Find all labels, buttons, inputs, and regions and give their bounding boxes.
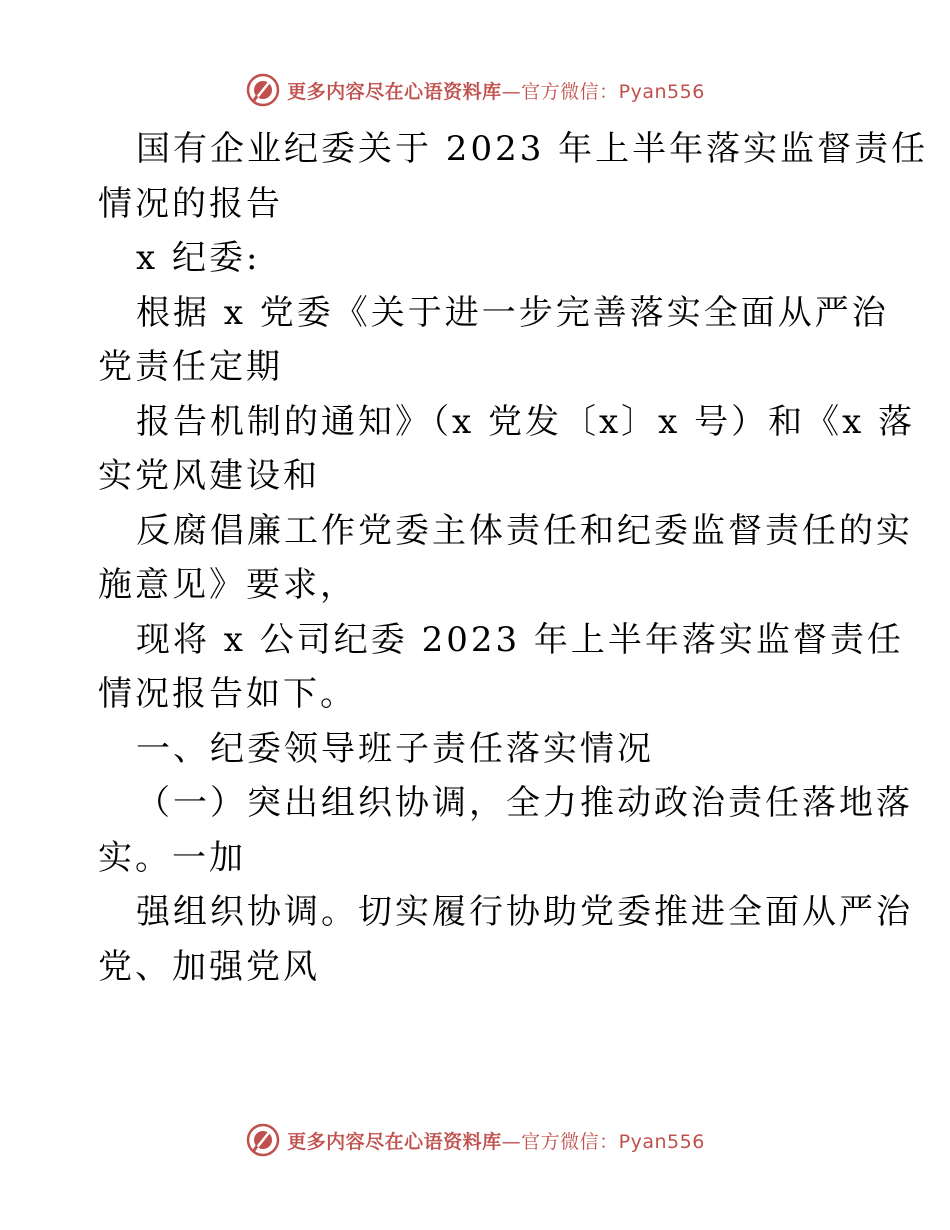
doc-line: 党、加强党风 [98,946,320,987]
watermark-brand: 更多内容尽在心语资料库 [287,80,502,103]
watermark-contact: 官方微信：Pyan556 [521,80,705,103]
doc-line: （一）突出组织协调，全力推动政治责任落地落 [136,783,913,823]
watermark-separator: — [501,1130,522,1153]
watermark-separator: — [501,80,522,103]
doc-line: 强组织协调。切实履行协助党委推进全面从严治 [136,892,913,932]
doc-line: 国有企业纪委关于 2023 年上半年落实监督责任 [136,129,929,169]
footer-watermark [0,1120,950,1160]
pen-logo-icon [245,72,281,108]
doc-line: 一、纪委领导班子责任落实情况 [136,728,654,769]
pen-logo-icon [245,1122,281,1158]
watermark-contact: 官方微信：Pyan556 [521,1130,705,1153]
doc-line: 现将 x 公司纪委 2023 年上半年落实监督责任 [136,619,904,660]
doc-line: 反腐倡廉工作党委主体责任和纪委监督责任的实 [136,510,913,551]
doc-line: 实党风建设和 [98,456,320,496]
doc-line: 报告机制的通知》（x 党发〔x〕x 号）和《x 落 [136,401,916,442]
doc-line: 根据 x 党委《关于进一步完善落实全面从严治 [136,292,889,333]
doc-line: x 纪委: [136,238,261,278]
document-body [98,122,929,994]
watermark-brand: 更多内容尽在心语资料库 [287,1130,502,1153]
doc-line: 施意见》要求， [98,565,357,605]
header-watermark [0,70,950,110]
doc-line: 情况报告如下。 [98,674,357,714]
doc-line: 党责任定期 [98,347,283,387]
doc-line: 实。一加 [98,837,246,878]
doc-line: 情况的报告 [98,183,283,224]
